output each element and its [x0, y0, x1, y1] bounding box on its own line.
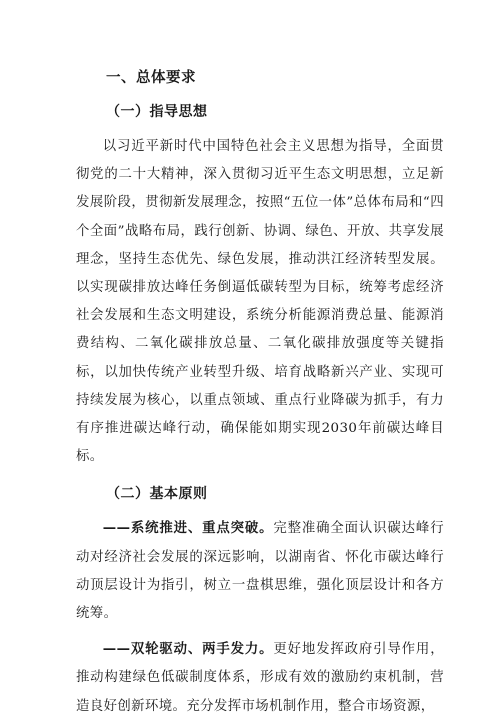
- principle-2-title: ——双轮驱动、两手发力。: [102, 642, 274, 658]
- principle-2-text: 更好地发挥政府引导作用，推动构建绿色低碳制度体系，形成有效的激励约束机制，营造良好创新环境。充分发挥市场机制作用，整合市场资源，: [76, 642, 444, 714]
- principle-paragraph-1: [76, 515, 444, 628]
- principle-1-title: ——系统推进、重点突破。: [102, 521, 274, 537]
- principle-1-text: 完整准确全面认识碳达峰行动对经济社会发展的深远影响，以湖南省、怀化市碳达峰行动顶层设计为指引，树立一盘棋思维，强化顶层设计和各方统筹。: [76, 521, 444, 622]
- guiding-ideology-paragraph: 以习近平新时代中国特色社会主义思想为指导，全面贯彻党的二十大精神，深入贯彻习近平生态文明思想，立足新发展阶段，贯彻新发展理念，按照“五位一体”总体布局和“四个全面”战略布局，践行创新、协调、绿色、开放、共享发展理念，坚持生态优先、绿色发展，推动洪江经济转型发展。以实现碳排放达峰任务倒逼低碳转型为目标，统筹考虑经济社会发展和生态文明建设，系统分析能源消费总量、能源消费结构、二氧化碳排放总量、二氧化碳排放强度等关键指标，以加快传统产业转型升级、培育战略新兴产业、实现可持续发展为核心，以重点领域、重点行业降碳为抓手，有力有序推进碳达峰行动，确保能如期实现2030年前碳达峰目标。: [76, 139, 444, 465]
- section-heading: 一、总体要求: [106, 70, 196, 86]
- subsection-heading-basic-principles: （二）基本原则: [106, 486, 208, 503]
- principle-paragraph-2: [76, 636, 444, 721]
- subsection-heading-guiding-ideology: （一）指导思想: [106, 104, 208, 120]
